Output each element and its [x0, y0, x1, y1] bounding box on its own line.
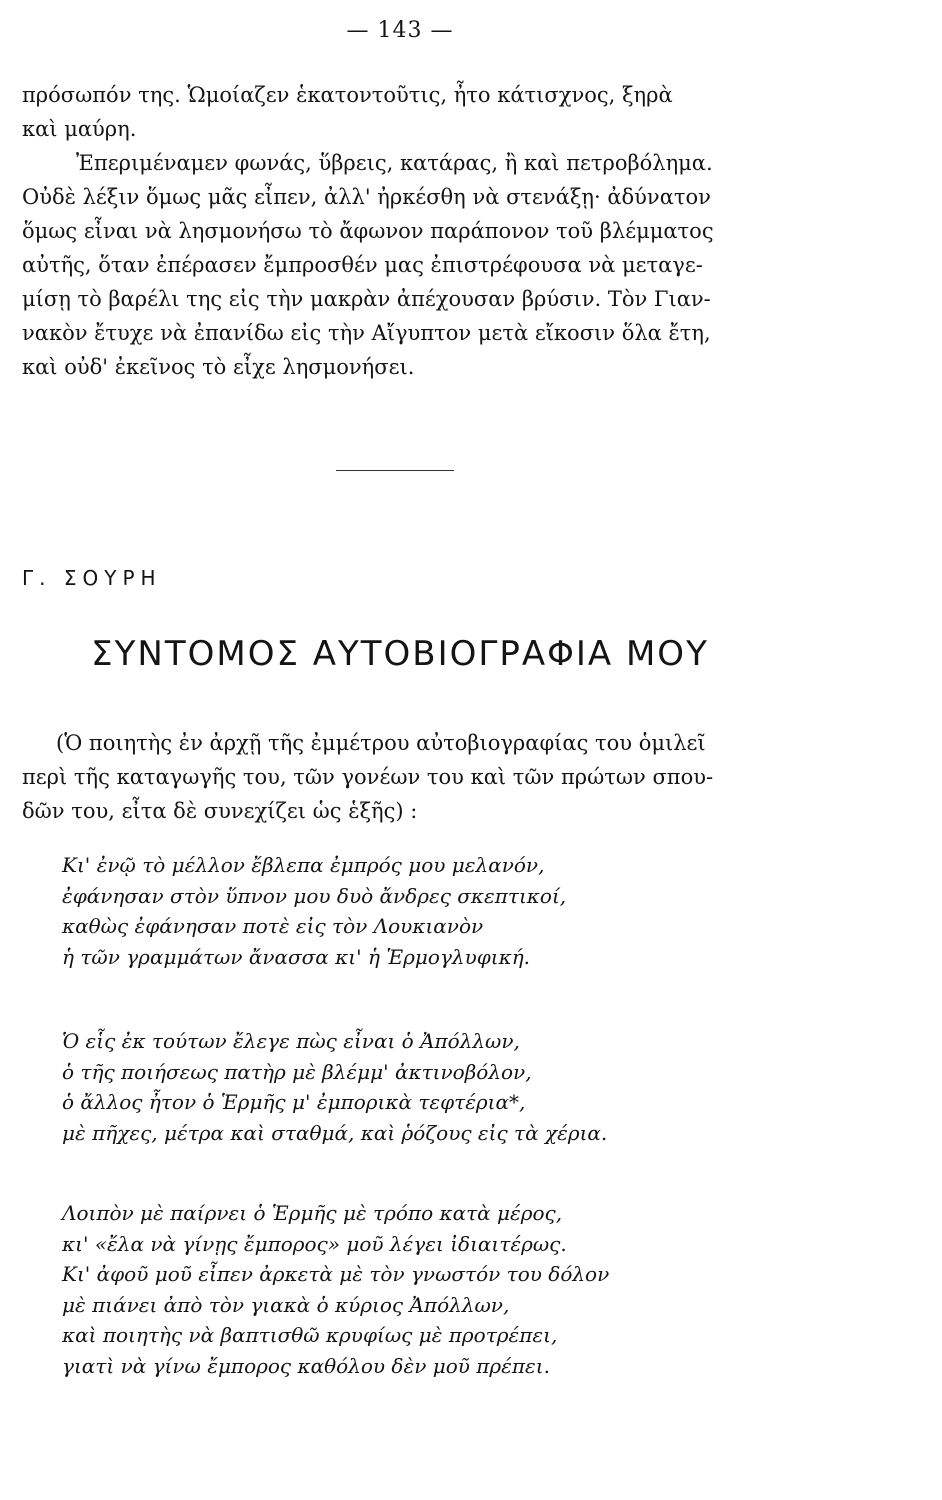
verse-line: κι' «ἔλα νὰ γίνῃς ἔμπορος» μοῦ λέγει ἰδιαιτέρως.: [62, 1231, 567, 1256]
prose-continuation: [22, 78, 792, 384]
verse-line: ὁ τῆς ποιήσεως πατὴρ μὲ βλέμμ' ἀκτινοβόλον,: [62, 1059, 532, 1084]
prose-line: Οὐδὲ λέξιν ὅμως μᾶς εἶπεν, ἀλλ' ἠρκέσθη νὰ στενάξῃ· ἀδύνατον: [22, 185, 711, 209]
page-number: — 143 —: [346, 18, 454, 43]
verse-line: ἐφάνησαν στὸν ὕπνον μου δυὸ ἄνδρες σκεπτικοί,: [62, 883, 567, 908]
prose-line: καὶ μαύρη.: [22, 117, 137, 141]
stanza-3: [62, 1198, 802, 1381]
verse-line: Κι' ἐνῷ τὸ μέλλον ἔβλεπα ἐμπρός μου μελανόν,: [62, 853, 545, 877]
prose-paragraph: [22, 146, 792, 384]
prose-line: νακὸν ἔτυχε νὰ ἐπανίδω εἰς τὴν Αἴγυπτον μετὰ εἴκοσιν ὅλα ἔτη,: [22, 321, 711, 345]
intro-line: (Ὁ ποιητὴς ἐν ἀρχῇ τῆς ἐμμέτρου αὐτοβιογραφίας του ὁμιλεῖ: [56, 731, 706, 755]
prose-line: πρόσωπόν της. Ὡμοίαζεν ἑκατοντοῦτις, ἦτο κάτισχνος, ξηρὰ: [22, 83, 673, 107]
verse-line: Λοιπὸν μὲ παίρνει ὁ Ἑρμῆς μὲ τρόπο κατὰ μέρος,: [62, 1201, 563, 1225]
editor-intro: [22, 726, 792, 828]
verse-line: καὶ ποιητὴς νὰ βαπτισθῶ κρυφίως μὲ προτρέπει,: [62, 1323, 558, 1347]
stanza-2: [62, 1026, 802, 1148]
stanza-1: [62, 850, 802, 972]
prose-line: αὐτῆς, ὅταν ἐπέρασεν ἔμπροσθέν μας ἐπιστρέφουσα νὰ μεταγε-: [22, 253, 703, 277]
author-name: Γ. ΣΟΥΡΗ: [22, 566, 162, 590]
verse-line: Ὁ εἷς ἐκ τούτων ἔλεγε πὼς εἶναι ὁ Ἀπόλλων,: [62, 1029, 520, 1053]
poem-title: ΣΥΝΤΟΜΟΣ ΑΥΤΟΒΙΟΓΡΑΦΙΑ ΜΟΥ: [91, 634, 709, 674]
verse-line: Κι' ἀφοῦ μοῦ εἶπεν ἀρκετὰ μὲ τὸν γνωστόν του δόλον: [62, 1262, 610, 1286]
prose-line: ὅμως εἶναι νὰ λησμονήσω τὸ ἄφωνον παράπονον τοῦ βλέμματος: [22, 219, 714, 243]
verse-line: γιατὶ νὰ γίνω ἔμπορος καθόλου δὲν μοῦ πρέπει.: [62, 1353, 550, 1378]
prose-line: μίσῃ τὸ βαρέλι της εἰς τὴν μακρὰν ἀπέχουσαν βρύσιν. Τὸν Γιαν-: [22, 287, 711, 311]
prose-line: καὶ οὐδ' ἐκεῖνος τὸ εἶχε λησμονήσει.: [22, 355, 415, 379]
verse-line: ὁ ἄλλος ἦτον ὁ Ἑρμῆς μ' ἐμπορικὰ τεφτέρια*,: [62, 1090, 526, 1114]
prose-paragraph: [22, 78, 792, 146]
section-divider: [336, 470, 454, 471]
intro-line: περὶ τῆς καταγωγῆς του, τῶν γονέων του καὶ τῶν πρώτων σπου-: [22, 765, 714, 789]
verse-line: καθὼς ἐφάνησαν ποτὲ εἰς τὸν Λουκιανὸν: [62, 914, 484, 938]
verse-line: ἡ τῶν γραμμάτων ἄνασσα κι' ἡ Ἑρμογλυφική.: [62, 944, 531, 969]
intro-line: δῶν του, εἶτα δὲ συνεχίζει ὡς ἑξῆς) :: [22, 799, 418, 823]
prose-line: Ἐπεριμέναμεν φωνάς, ὕβρεις, κατάρας, ἢ καὶ πετροβόλημα.: [76, 151, 713, 175]
verse-line: μὲ πιάνει ἀπὸ τὸν γιακὰ ὁ κύριος Ἀπόλλων,: [62, 1292, 510, 1317]
verse-line: μὲ πῆχες, μέτρα καὶ σταθμά, καὶ ῥόζους εἰς τὰ χέρια.: [62, 1120, 608, 1145]
